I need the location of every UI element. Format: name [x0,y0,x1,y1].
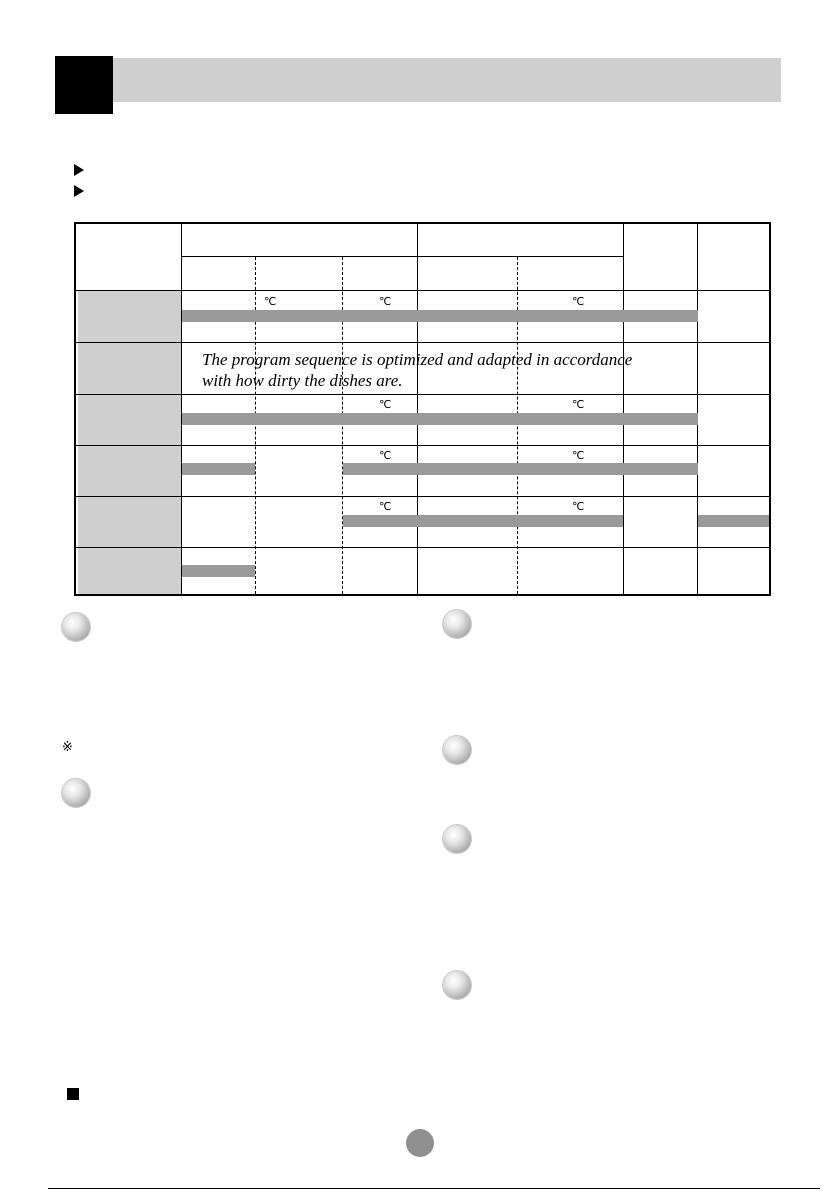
square-bullet-icon [67,1088,79,1100]
round-bullet-icon [443,610,471,638]
row-divider [76,547,769,548]
program-step-bar [343,463,698,475]
column-divider [697,224,698,594]
row-divider [76,496,769,497]
row-divider [76,342,769,343]
triangle-bullet-icon [74,185,84,197]
row-header-2 [78,343,182,394]
footer-rule [48,1188,820,1189]
auto-program-note-line2: with how dirty the dishes are. [202,371,403,390]
temperature-unit: ℃ [379,398,392,411]
round-bullet-icon [443,825,471,853]
temperature-unit: ℃ [572,500,585,513]
row-header-4 [78,446,182,497]
column-divider-dashed [342,257,343,594]
row-header-1 [78,291,182,342]
temperature-unit: ℃ [264,295,277,308]
program-table [74,222,771,596]
column-divider-dashed [255,257,256,594]
section-number-block [55,56,113,114]
temperature-unit: ℃ [379,295,392,308]
row-header-3 [78,395,182,446]
round-bullet-icon [62,779,90,807]
column-divider-dashed [517,257,518,594]
temperature-unit: ℃ [572,449,585,462]
temperature-unit: ℃ [572,295,585,308]
round-bullet-icon [443,971,471,999]
column-divider [181,224,182,594]
program-step-bar [182,413,698,425]
section-title-bar [113,58,781,102]
row-header-5 [78,497,182,548]
auto-program-note [202,349,632,391]
row-header-6 [78,548,182,594]
column-divider [417,224,418,594]
reference-mark: ※ [62,740,73,755]
triangle-bullet-icon [74,164,84,176]
program-step-bar [698,515,769,527]
round-bullet-icon [62,613,90,641]
row-divider [76,394,769,395]
round-bullet-icon [443,736,471,764]
temperature-unit: ℃ [572,398,585,411]
program-step-bar [182,463,255,475]
temperature-unit: ℃ [379,500,392,513]
row-divider [76,290,769,291]
header-divider [182,256,623,257]
column-divider [623,224,624,594]
program-step-bar [343,515,623,527]
row-divider [76,445,769,446]
page-number-dot [406,1129,434,1157]
temperature-unit: ℃ [379,449,392,462]
program-step-bar [182,565,255,577]
program-step-bar [182,310,698,322]
auto-program-note-line1: The program sequence is optimized and adapted in accordance [202,350,633,369]
